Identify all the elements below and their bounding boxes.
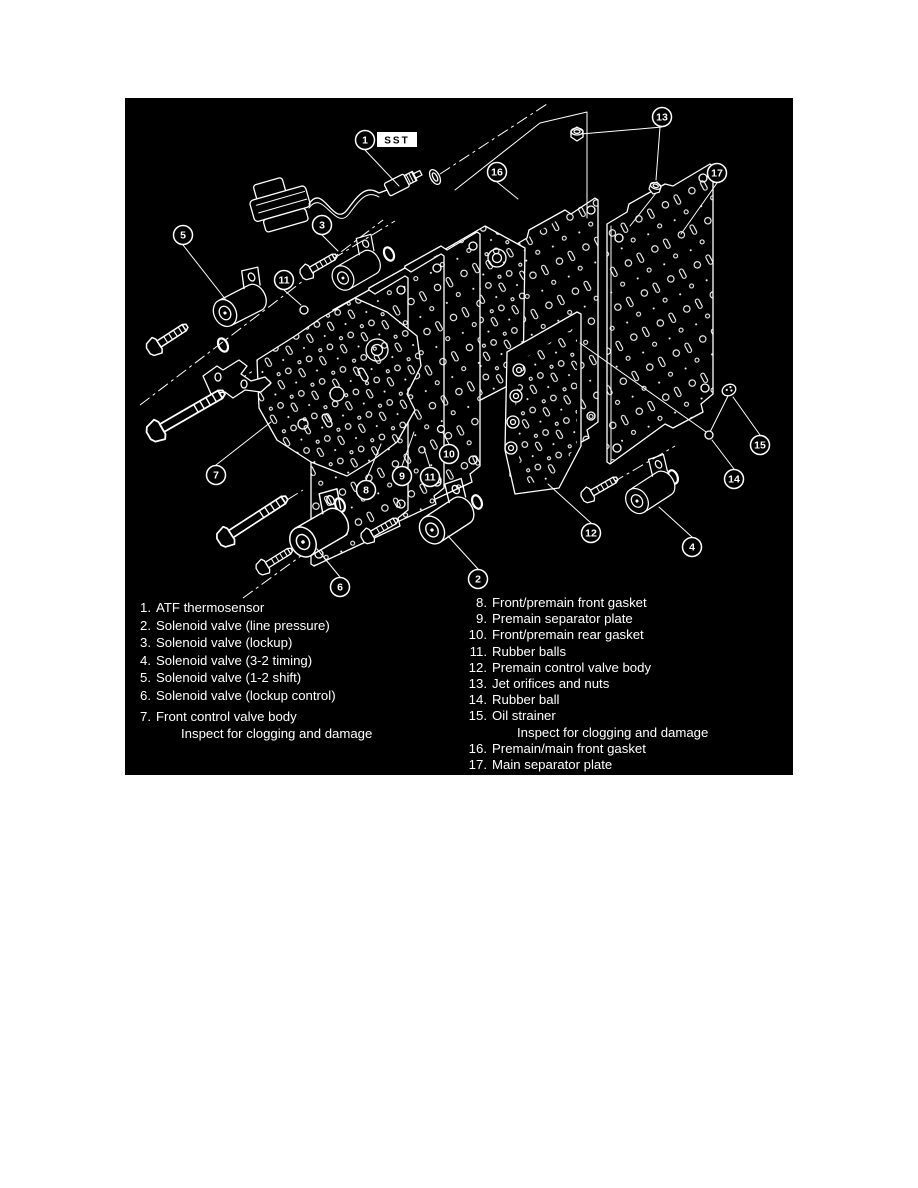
bolt xyxy=(213,489,292,550)
callout-14 xyxy=(725,470,744,489)
legend-item-10: 10. Front/premain rear gasket xyxy=(468,627,644,643)
callout-2 xyxy=(469,570,488,589)
legend-item-3: 3. Solenoid valve (lockup) xyxy=(140,635,293,651)
atf-thermosensor-connector xyxy=(245,172,314,235)
svg-text:8: 8 xyxy=(363,484,369,497)
callout-10 xyxy=(440,445,459,464)
svg-text:17: 17 xyxy=(711,167,723,180)
svg-text:11: 11 xyxy=(424,471,436,484)
svg-text:14: 14 xyxy=(728,473,740,486)
legend-item-17: 17. Main separator plate xyxy=(468,757,613,773)
svg-text:13: 13 xyxy=(656,111,668,124)
o-ring xyxy=(382,246,396,262)
legend-column-right xyxy=(463,595,708,773)
legend-item-8: 8. Front/premain front gasket xyxy=(476,595,647,610)
callout-4 xyxy=(683,538,702,557)
legend-item-12: 12. Premain control valve body xyxy=(468,659,652,675)
o-ring xyxy=(216,337,230,353)
callout-11a xyxy=(275,271,294,290)
legend-note-7: Inspect for clogging and damage xyxy=(181,726,373,742)
legend-item-1: 1. ATF thermosensor xyxy=(140,600,265,615)
svg-text:SST: SST xyxy=(384,135,410,147)
legend-note-15: Inspect for clogging and damage xyxy=(517,724,709,740)
rubber-ball-11a xyxy=(300,306,308,314)
legend-item-16: 16. Premain/main front gasket xyxy=(468,740,646,756)
sensor-washer xyxy=(427,168,442,186)
callout-12 xyxy=(582,524,601,543)
callout-16 xyxy=(488,163,507,182)
svg-text:6: 6 xyxy=(337,581,343,594)
bolt xyxy=(143,383,229,446)
callout-8 xyxy=(357,481,376,500)
legend-item-6: 6. Solenoid valve (lockup control) xyxy=(140,687,336,703)
callout-11b xyxy=(421,468,440,487)
oil-strainer-15 xyxy=(720,382,737,398)
bolt xyxy=(253,543,295,578)
callout-7 xyxy=(207,466,226,485)
legend-item-2: 2. Solenoid valve (line pressure) xyxy=(140,617,330,633)
solenoid-valve-5 xyxy=(202,264,276,331)
callout-5 xyxy=(174,226,193,245)
callout-17 xyxy=(708,164,727,183)
svg-text:12: 12 xyxy=(585,527,597,540)
atf-thermosensor-1 xyxy=(384,167,424,197)
legend-item-7: 7. Front control valve body xyxy=(140,708,297,724)
main-separator-plate-17 xyxy=(607,164,713,464)
callout-9 xyxy=(393,467,412,486)
legend-item-13: 13. Jet orifices and nuts xyxy=(468,676,610,692)
bolt xyxy=(143,318,192,358)
rubber-ball-14 xyxy=(705,431,713,439)
legend-item-5: 5. Solenoid valve (1-2 shift) xyxy=(140,670,302,686)
legend-item-9: 9. Premain separator plate xyxy=(476,611,633,627)
diagram-panel xyxy=(125,98,793,775)
legend-column-left xyxy=(133,599,372,743)
legend-item-15: 15. Oil strainer xyxy=(468,708,556,724)
svg-text:7: 7 xyxy=(213,469,219,482)
svg-text:1: 1 xyxy=(362,134,368,147)
callout-1 xyxy=(356,131,375,150)
rubber-ball-11b xyxy=(438,426,445,433)
svg-text:11: 11 xyxy=(278,274,290,287)
callout-15 xyxy=(751,436,770,455)
svg-text:3: 3 xyxy=(319,219,325,232)
thermosensor-cable xyxy=(309,190,387,214)
callout-6 xyxy=(331,578,350,597)
callout-13 xyxy=(653,108,672,127)
bolt xyxy=(578,472,621,506)
legend-item-14: 14. Rubber ball xyxy=(468,692,560,708)
legend-item-4: 4. Solenoid valve (3-2 timing) xyxy=(140,652,313,668)
legend-item-11: 11. Rubber balls xyxy=(469,643,567,659)
callout-3 xyxy=(313,216,332,235)
svg-text:15: 15 xyxy=(754,439,766,452)
svg-text:9: 9 xyxy=(399,470,405,483)
svg-text:10: 10 xyxy=(443,448,455,461)
jet-orifice-projection-lines xyxy=(455,112,656,226)
svg-text:2: 2 xyxy=(475,573,481,586)
svg-text:16: 16 xyxy=(491,166,503,179)
sst-label xyxy=(377,132,417,147)
svg-text:5: 5 xyxy=(180,229,186,242)
solenoid-valve-4 xyxy=(613,451,684,518)
svg-text:4: 4 xyxy=(689,541,695,554)
